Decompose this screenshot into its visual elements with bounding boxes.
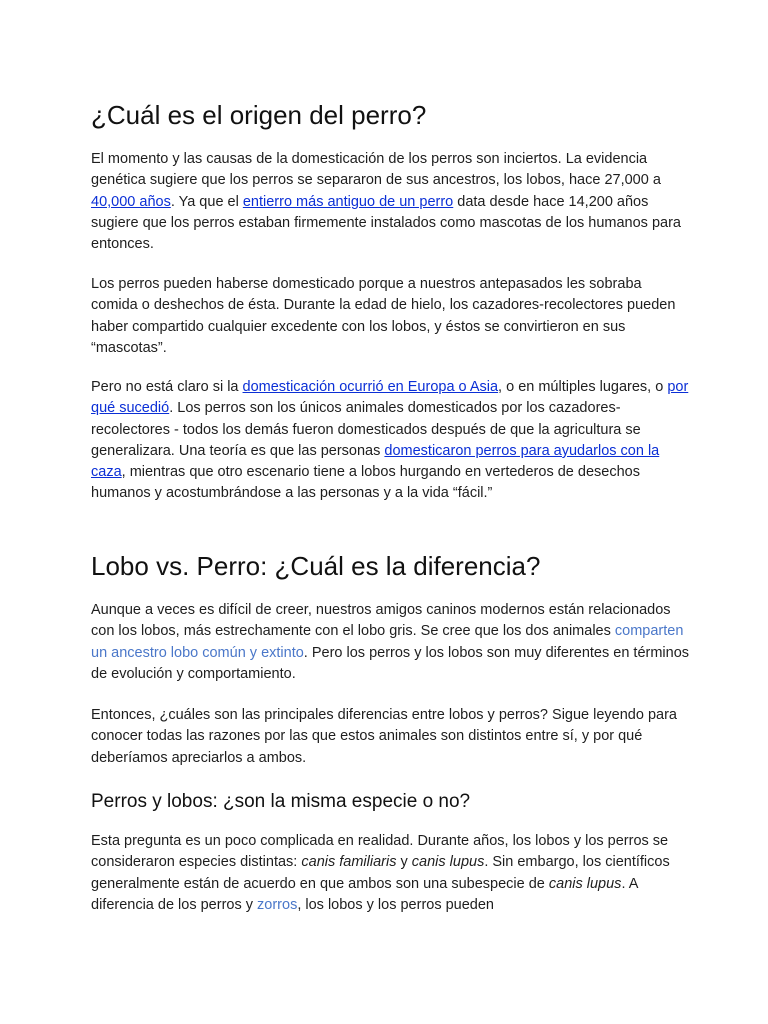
text-run: , o en múltiples lugares, o [498,379,668,395]
text-run: Esta pregunta es un poco complicada en realidad. Durante años, los lobos y los perros se consideraron especies distintas: [91,833,669,871]
text-run: y [396,854,412,871]
paragraph-main-differences: Entonces, ¿cuáles son las principales diferencias entre lobos y perros? Sigue leyendo para conocer todas las razones por las que estos animales son distintos entre sí, y por qué deberíamos apreciarlos a ambos. [91,707,677,766]
subheading-same-species: Perros y lobos: ¿son la misma especie o no? [91,791,471,812]
link-common-ancestor[interactable]: comparten un ancestro lobo común y extinto [91,623,684,661]
link-why-it-happened[interactable]: por qué sucedió [91,379,689,417]
text-run: data desde hace 14,200 años sugiere que los perros estaban firmemente instalados como mascotas de los humanos para entonces. [91,193,681,253]
link-domesticated-for-hunting[interactable]: domesticaron perros para ayudarlos con la caza [91,442,660,481]
species-name: canis lupus [548,875,622,892]
paragraph-species-question [91,831,691,916]
text-run: El momento y las causas de la domesticación de los perros son inciertos. La evidencia genética sugiere que los perros se separaron de sus ancestros, los lobos, hace 27,000 a [91,151,661,189]
link-europe-or-asia[interactable]: domesticación ocurrió en Europa o Asia [242,379,499,395]
link-foxes[interactable]: zorros [257,896,298,913]
paragraph-ice-age-theory: Los perros pueden haberse domesticado porque a nuestros antepasados les sobraba comida o deshechos de ésta. Durante la edad de hielo, los cazadores-recolectores pueden haber compartido cualquier excedente con los lobos, y éstos se convirtieron en sus “mascotas”. [91,276,676,356]
text-run: , mientras que otro escenario tiene a lobos hurgando en vertederos de desechos humanos y acostumbrándose a las personas y a la vida “fácil.” [91,464,640,502]
heading-wolf-vs-dog: Lobo vs. Perro: ¿Cuál es la diferencia? [91,551,541,581]
text-run: . Los perros son los únicos animales domesticados por los cazadores-recolectores - todos los demás fueron domesticados después de que la agricultura se generalizara. Una teoría es que las personas [91,400,641,459]
link-oldest-dog-burial[interactable]: entierro más antiguo de un perro [242,193,454,210]
paragraph-related-to-wolves [91,600,691,685]
text-run: . Pero los perros y los lobos son muy diferentes en términos de evolución y comportamiento. [91,644,690,682]
heading-origin: ¿Cuál es el origen del perro? [91,100,427,130]
text-run: Pero no está claro si la [91,379,243,395]
text-run: . Sin embargo, los científicos generalmente están de acuerdo en que ambos son una subespecie de [91,854,670,892]
text-run: . A diferencia de los perros y [91,875,638,913]
text-run: , los lobos y los perros pueden [297,896,494,913]
text-run: Aunque a veces es difícil de creer, nuestros amigos caninos modernos están relacionados con los lobos, más estrechamente con el lobo gris. Se cree que los dos animales [91,602,671,640]
text-run: . Ya que el [170,193,243,210]
species-name: canis lupus [411,854,485,871]
link-40000-years[interactable]: 40,000 años [91,193,171,210]
paragraph-domestication-timing [91,149,691,255]
species-name: canis familiaris [301,854,397,871]
paragraph-where-why [91,377,691,505]
